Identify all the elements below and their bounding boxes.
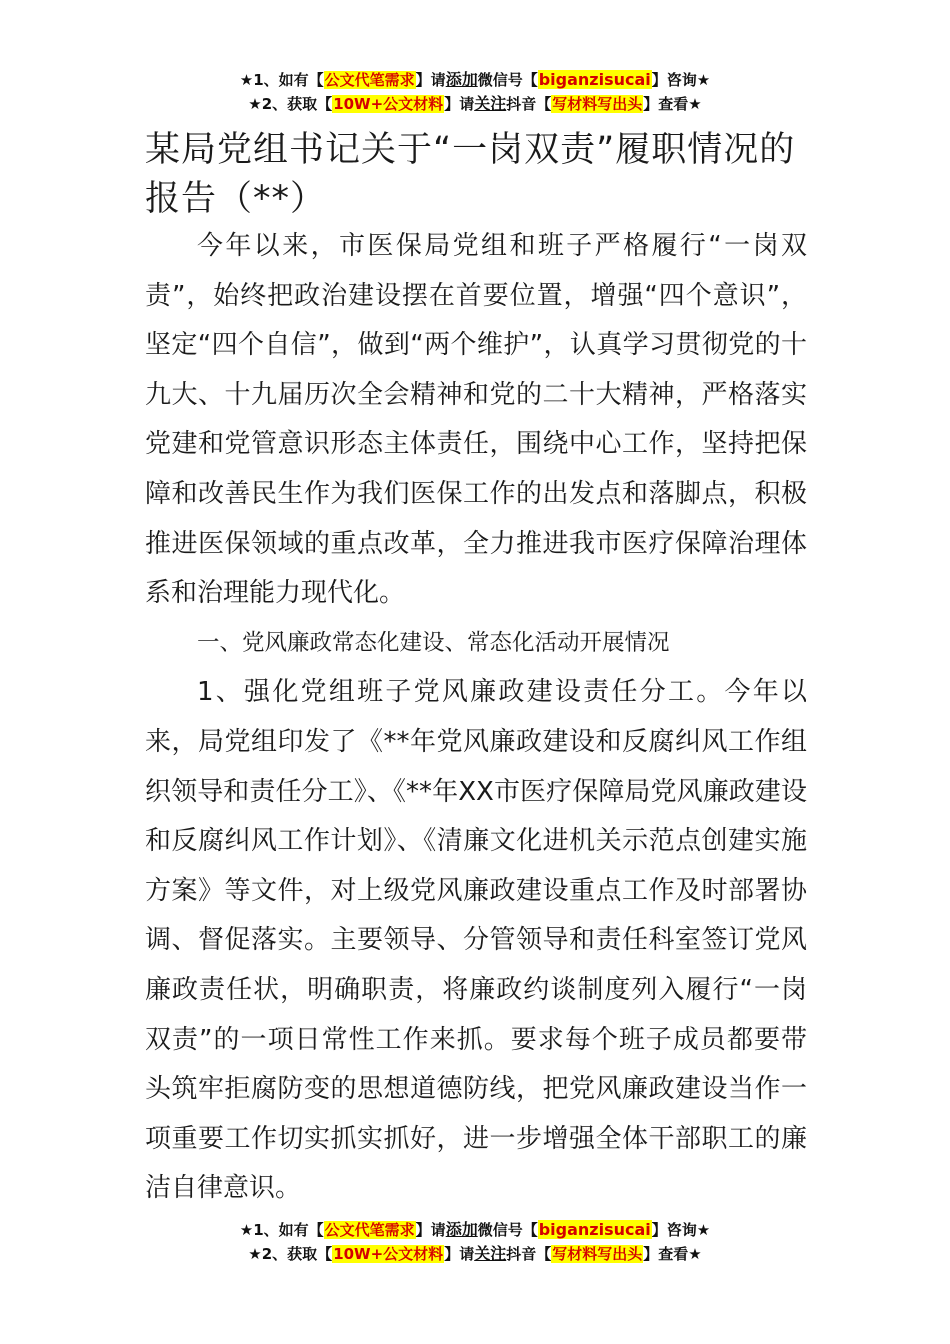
promo-text: 】咨询★ — [651, 71, 711, 89]
promo-text: 】查看★ — [643, 1245, 702, 1263]
promo-emphasis: 关注 — [474, 94, 507, 113]
promo-line-2 — [0, 92, 950, 116]
promo-highlight: 10W+公文材料 — [333, 1245, 444, 1263]
promo-text: ★1、如有【 — [239, 1221, 324, 1239]
paragraph-item-1: 1、强化党组班子党风廉政建设责任分工。今年以来，局党组印发了《**年党风廉政建设和反腐纠风工作组织领导和责任分工》、《**年XX市医疗保障局党风廉政建设和反腐纠风工作计划》、《清廉文化进机关示范点创建实施方案》等文件，对上级党风廉政建设重点工作及时部署协调、督促落实。主要领导、分管领导和责任科室签订党风廉政责任状，明确职责，将廉政约谈制度列入履行“一岗双责”的一项日常性工作来抓。要求每个班子成员都要带头筑牢拒腐防变的思想道德防线，把党风廉政建设当作一项重要工作切实抓实抓好，进一步增强全体干部职工的廉洁自律意识。 — [145, 677, 807, 1204]
promo-text: 】请 — [415, 71, 446, 89]
promo-douyin-id: 写材料写出头 — [552, 1245, 643, 1263]
promo-banner-top — [0, 68, 950, 116]
promo-highlight: 公文代笔需求 — [324, 1221, 415, 1239]
document-body — [145, 222, 807, 1214]
promo-text: 抖音【 — [506, 95, 552, 113]
promo-emphasis: 添加 — [445, 1220, 478, 1239]
promo-text: ★2、获取【 — [248, 1245, 333, 1263]
promo-line-2 — [0, 1242, 950, 1266]
promo-emphasis: 关注 — [474, 1244, 507, 1263]
promo-line-1 — [0, 1218, 950, 1242]
paragraph-intro: 今年以来，市医保局党组和班子严格履行“一岗双责”，始终把政治建设摆在首要位置，增强“四个意识”，坚定“四个自信”，做到“两个维护”，认真学习贯彻党的十九大、十九届历次全会精神和党的二十大精神，严格落实党建和党管意识形态主体责任，围绕中心工作，坚持把保障和改善民生作为我们医保工作的出发点和落脚点，积极推进医保领域的重点改革，全力推进我市医疗保障治理体系和治理能力现代化。 — [145, 231, 807, 609]
promo-text: 】咨询★ — [651, 1221, 711, 1239]
promo-emphasis: 添加 — [445, 70, 478, 89]
promo-text: 】查看★ — [643, 95, 702, 113]
promo-highlight: 公文代笔需求 — [324, 71, 415, 89]
promo-highlight: 10W+公文材料 — [333, 95, 444, 113]
promo-wechat-id: biganzisucai — [538, 1220, 651, 1239]
promo-line-1 — [0, 68, 950, 92]
promo-text: 抖音【 — [506, 1245, 552, 1263]
promo-text: 】请 — [444, 1245, 475, 1263]
promo-text: 】请 — [415, 1221, 446, 1239]
promo-text: ★1、如有【 — [239, 71, 324, 89]
promo-douyin-id: 写材料写出头 — [552, 95, 643, 113]
promo-wechat-id: biganzisucai — [538, 70, 651, 89]
promo-text: ★2、获取【 — [248, 95, 333, 113]
promo-text: 微信号【 — [477, 1221, 538, 1239]
document-title: 某局党组书记关于“一岗双责”履职情况的报告（**） — [145, 130, 796, 219]
section-heading: 一、党风廉政常态化建设、常态化活动开展情况 — [197, 629, 670, 656]
promo-text: 】请 — [444, 95, 475, 113]
promo-text: 微信号【 — [477, 71, 538, 89]
promo-banner-bottom — [0, 1218, 950, 1266]
